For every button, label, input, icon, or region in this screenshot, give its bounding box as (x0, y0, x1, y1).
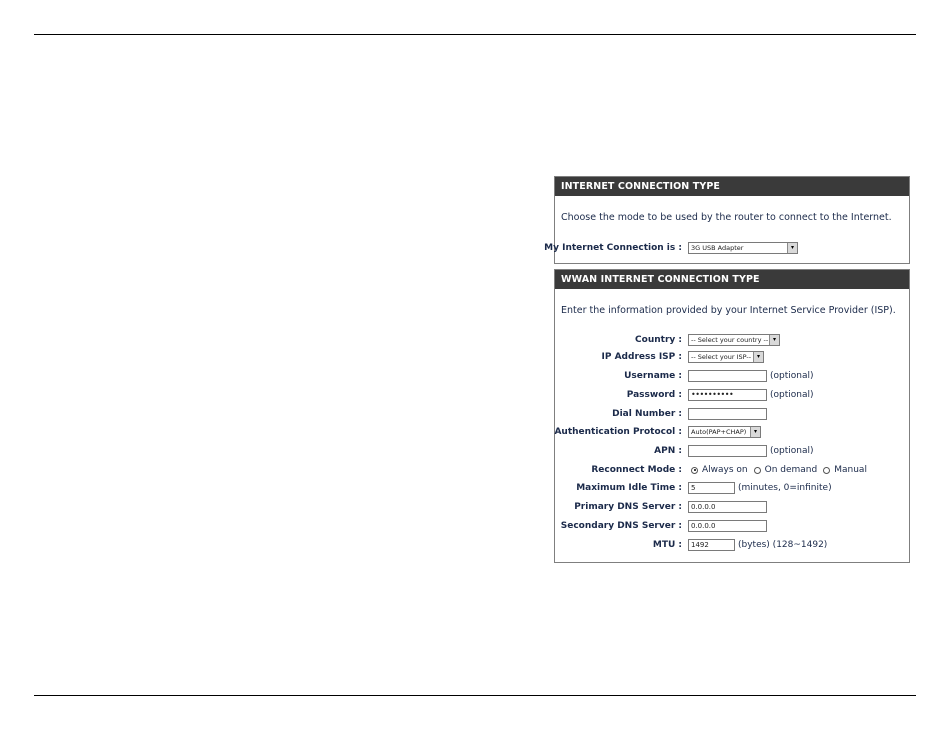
isp-select[interactable] (688, 351, 764, 363)
wwan-intro: Enter the information provided by your Internet Service Provider (ISP). (561, 305, 896, 316)
primary-dns-row (555, 500, 911, 514)
internet-connection-intro: Choose the mode to be used by the router to connect to the Internet. (561, 212, 892, 223)
reconnect-option-label: On demand (764, 465, 818, 475)
mtu-input[interactable]: 1492 (688, 539, 735, 551)
connection-type-row (544, 241, 911, 255)
password-hint: (optional) (770, 390, 814, 400)
reconnect-option-label: Always on (702, 465, 748, 475)
auth-label: Authentication Protocol : (554, 427, 682, 437)
auth-control (688, 425, 761, 439)
mtu-row (555, 538, 911, 552)
internet-connection-panel (544, 176, 910, 264)
reconnect-label: Reconnect Mode : (591, 465, 682, 475)
wwan-header: WWAN INTERNET CONNECTION TYPE (555, 270, 909, 289)
idle-time-hint: (minutes, 0=infinite) (738, 483, 832, 493)
secondary-dns-input[interactable]: 0.0.0.0 (688, 520, 767, 532)
isp-row (555, 350, 911, 364)
idle-time-label: Maximum Idle Time : (576, 483, 682, 493)
bottom-rule (34, 695, 916, 696)
password-row (555, 388, 911, 402)
apn-control (688, 444, 814, 458)
reconnect-option-label: Manual (834, 465, 867, 475)
dial-number-control (688, 407, 767, 421)
idle-time-input[interactable]: 5 (688, 482, 735, 494)
chevron-down-icon: ▾ (753, 352, 763, 362)
primary-dns-input[interactable]: 0.0.0.0 (688, 501, 767, 513)
reconnect-control (691, 463, 873, 477)
secondary-dns-row (555, 519, 911, 533)
country-control (688, 333, 780, 347)
country-row (555, 333, 911, 347)
auth-value: Auto(PAP+CHAP) (691, 428, 747, 436)
primary-dns-label: Primary DNS Server : (574, 502, 682, 512)
auth-select[interactable] (688, 426, 761, 438)
password-label: Password : (626, 390, 682, 400)
secondary-dns-label: Secondary DNS Server : (560, 521, 682, 531)
radio-selected-icon (691, 467, 698, 474)
mtu-label: MTU : (652, 540, 682, 550)
radio-unselected-icon (754, 467, 761, 474)
auth-row (555, 425, 911, 439)
username-label: Username : (624, 371, 682, 381)
isp-label: IP Address ISP : (601, 352, 682, 362)
apn-input[interactable] (688, 445, 767, 457)
top-rule (34, 34, 916, 35)
dial-number-input[interactable] (688, 408, 767, 420)
chevron-down-icon: ▾ (787, 243, 797, 253)
username-hint: (optional) (770, 371, 814, 381)
reconnect-on-demand-radio[interactable] (754, 465, 818, 475)
chevron-down-icon: ▾ (769, 335, 779, 345)
wwan-panel (554, 269, 910, 563)
secondary-dns-control (688, 519, 767, 533)
username-row (555, 369, 911, 383)
dial-number-row (555, 407, 911, 421)
password-input[interactable]: •••••••••• (688, 389, 767, 401)
reconnect-manual-radio[interactable] (823, 465, 867, 475)
reconnect-row (555, 463, 911, 477)
apn-label: APN : (654, 446, 682, 456)
primary-dns-control (688, 500, 767, 514)
connection-type-control (688, 241, 798, 255)
username-control (688, 369, 814, 383)
apn-hint: (optional) (770, 446, 814, 456)
connection-type-select[interactable] (688, 242, 798, 254)
internet-connection-header: INTERNET CONNECTION TYPE (555, 177, 909, 196)
reconnect-always-on-radio[interactable] (691, 465, 748, 475)
country-label: Country : (635, 335, 682, 345)
username-input[interactable] (688, 370, 767, 382)
idle-time-control (688, 481, 832, 495)
mtu-control (688, 538, 827, 552)
radio-unselected-icon (823, 467, 830, 474)
connection-type-value: 3G USB Adapter (691, 244, 744, 252)
apn-row (555, 444, 911, 458)
password-control (688, 388, 814, 402)
chevron-down-icon: ▾ (750, 427, 760, 437)
idle-time-row (555, 481, 911, 495)
isp-control (688, 350, 764, 364)
isp-value: -- Select your ISP-- (691, 353, 752, 361)
dial-number-label: Dial Number : (612, 409, 682, 419)
country-value: -- Select your country -- (691, 336, 769, 344)
mtu-hint: (bytes) (128~1492) (738, 540, 828, 550)
country-select[interactable] (688, 334, 780, 346)
connection-type-label: My Internet Connection is : (544, 243, 682, 253)
